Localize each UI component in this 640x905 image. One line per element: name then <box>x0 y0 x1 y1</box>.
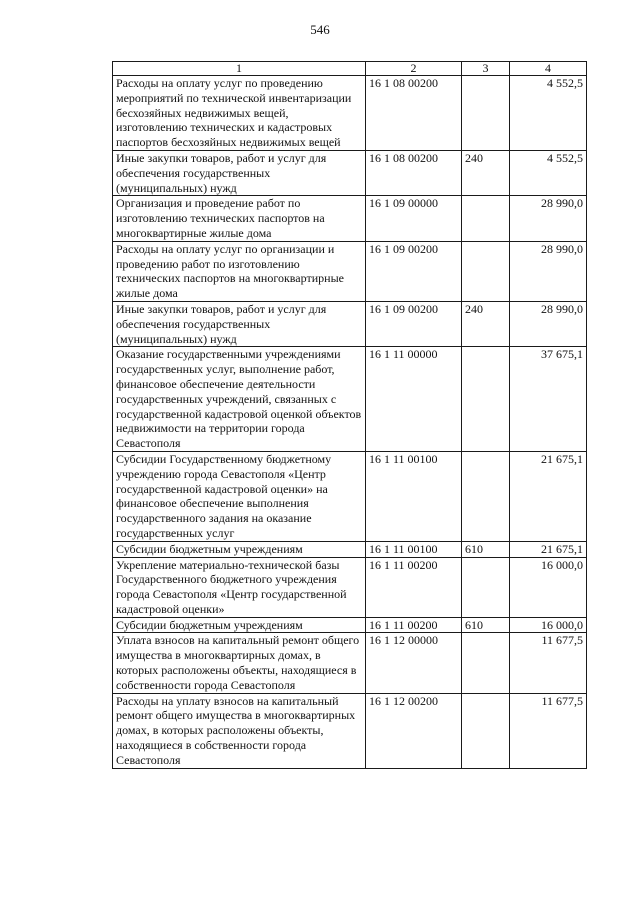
table-row <box>113 301 587 346</box>
row-amount: 16 000,0 <box>510 617 587 633</box>
row-code: 16 1 12 00200 <box>366 693 462 768</box>
row-name: Субсидии бюджетным учреждениям <box>113 541 366 557</box>
row-type <box>462 557 510 617</box>
row-amount: 16 000,0 <box>510 557 587 617</box>
row-amount: 4 552,5 <box>510 150 587 195</box>
table-row <box>113 150 587 195</box>
table-row <box>113 196 587 241</box>
row-type: 610 <box>462 541 510 557</box>
row-amount: 11 677,5 <box>510 693 587 768</box>
row-type: 240 <box>462 301 510 346</box>
row-name: Оказание государственными учреждениями государственных услуг, выполнение работ, финансовое обеспечение деятельности государственных учреждений, связанных с государственной кадастровой оценкой объектов недвижимости на территории города Севастополя <box>113 347 366 452</box>
row-code: 16 1 09 00200 <box>366 301 462 346</box>
row-type <box>462 347 510 452</box>
row-name: Иные закупки товаров, работ и услуг для обеспечения государственных (муниципальных) нужд <box>113 301 366 346</box>
row-code: 16 1 11 00200 <box>366 557 462 617</box>
table-row <box>113 557 587 617</box>
row-amount: 21 675,1 <box>510 541 587 557</box>
row-code: 16 1 11 00200 <box>366 617 462 633</box>
row-code: 16 1 12 00000 <box>366 633 462 693</box>
table-row <box>113 541 587 557</box>
row-name: Организация и проведение работ по изготовлению технических паспортов на многоквартирные жилые дома <box>113 196 366 241</box>
row-code: 16 1 11 00000 <box>366 347 462 452</box>
row-name: Уплата взносов на капитальный ремонт общего имущества в многоквартирных домах, в которых расположены объекты, находящиеся в собственности города Севастополя <box>113 633 366 693</box>
row-name: Иные закупки товаров, работ и услуг для обеспечения государственных (муниципальных) нужд <box>113 150 366 195</box>
row-code: 16 1 11 00100 <box>366 541 462 557</box>
row-amount: 21 675,1 <box>510 451 587 541</box>
row-type <box>462 451 510 541</box>
row-name: Субсидии бюджетным учреждениям <box>113 617 366 633</box>
row-name: Расходы на оплату услуг по организации и проведению работ по изготовлению технических паспортов на многоквартирные жилые дома <box>113 241 366 301</box>
row-name: Расходы на оплату услуг по проведению мероприятий по технической инвентаризации бесхозяйных недвижимых вещей, изготовлению технических и кадастровых паспортов бесхозяйных недвижимых вещей <box>113 76 366 151</box>
row-amount: 11 677,5 <box>510 633 587 693</box>
row-name: Расходы на уплату взносов на капитальный ремонт общего имущества в многоквартирных домах, в которых расположены объекты, находящиеся в собственности города Севастополя <box>113 693 366 768</box>
table-row <box>113 451 587 541</box>
table-row <box>113 76 587 151</box>
row-code: 16 1 08 00200 <box>366 150 462 195</box>
row-type: 610 <box>462 617 510 633</box>
row-code: 16 1 11 00100 <box>366 451 462 541</box>
row-amount: 4 552,5 <box>510 76 587 151</box>
row-amount: 28 990,0 <box>510 241 587 301</box>
row-code: 16 1 09 00000 <box>366 196 462 241</box>
table-row <box>113 633 587 693</box>
row-code: 16 1 09 00200 <box>366 241 462 301</box>
row-name: Укрепление материально-технической базы Государственного бюджетного учреждения города Севастополя «Центр государственной кадастровой оценки» <box>113 557 366 617</box>
row-type <box>462 241 510 301</box>
row-amount: 28 990,0 <box>510 301 587 346</box>
row-type <box>462 196 510 241</box>
row-amount: 37 675,1 <box>510 347 587 452</box>
table-header-row <box>113 62 587 76</box>
row-code: 16 1 08 00200 <box>366 76 462 151</box>
budget-table <box>112 61 587 769</box>
table-row <box>113 241 587 301</box>
table-row <box>113 693 587 768</box>
column-header-name: 1 <box>113 62 366 76</box>
page-number: 546 <box>310 22 330 37</box>
row-amount: 28 990,0 <box>510 196 587 241</box>
column-header-type: 3 <box>462 62 510 76</box>
column-header-amount: 4 <box>510 62 587 76</box>
row-type <box>462 633 510 693</box>
row-name: Субсидии Государственному бюджетному учреждению города Севастополя «Центр государственной кадастровой оценки» на финансовое обеспечение выполнения государственного задания на оказание государственных услуг <box>113 451 366 541</box>
row-type <box>462 693 510 768</box>
row-type <box>462 76 510 151</box>
table-row <box>113 347 587 452</box>
row-type: 240 <box>462 150 510 195</box>
table-row <box>113 617 587 633</box>
column-header-code: 2 <box>366 62 462 76</box>
